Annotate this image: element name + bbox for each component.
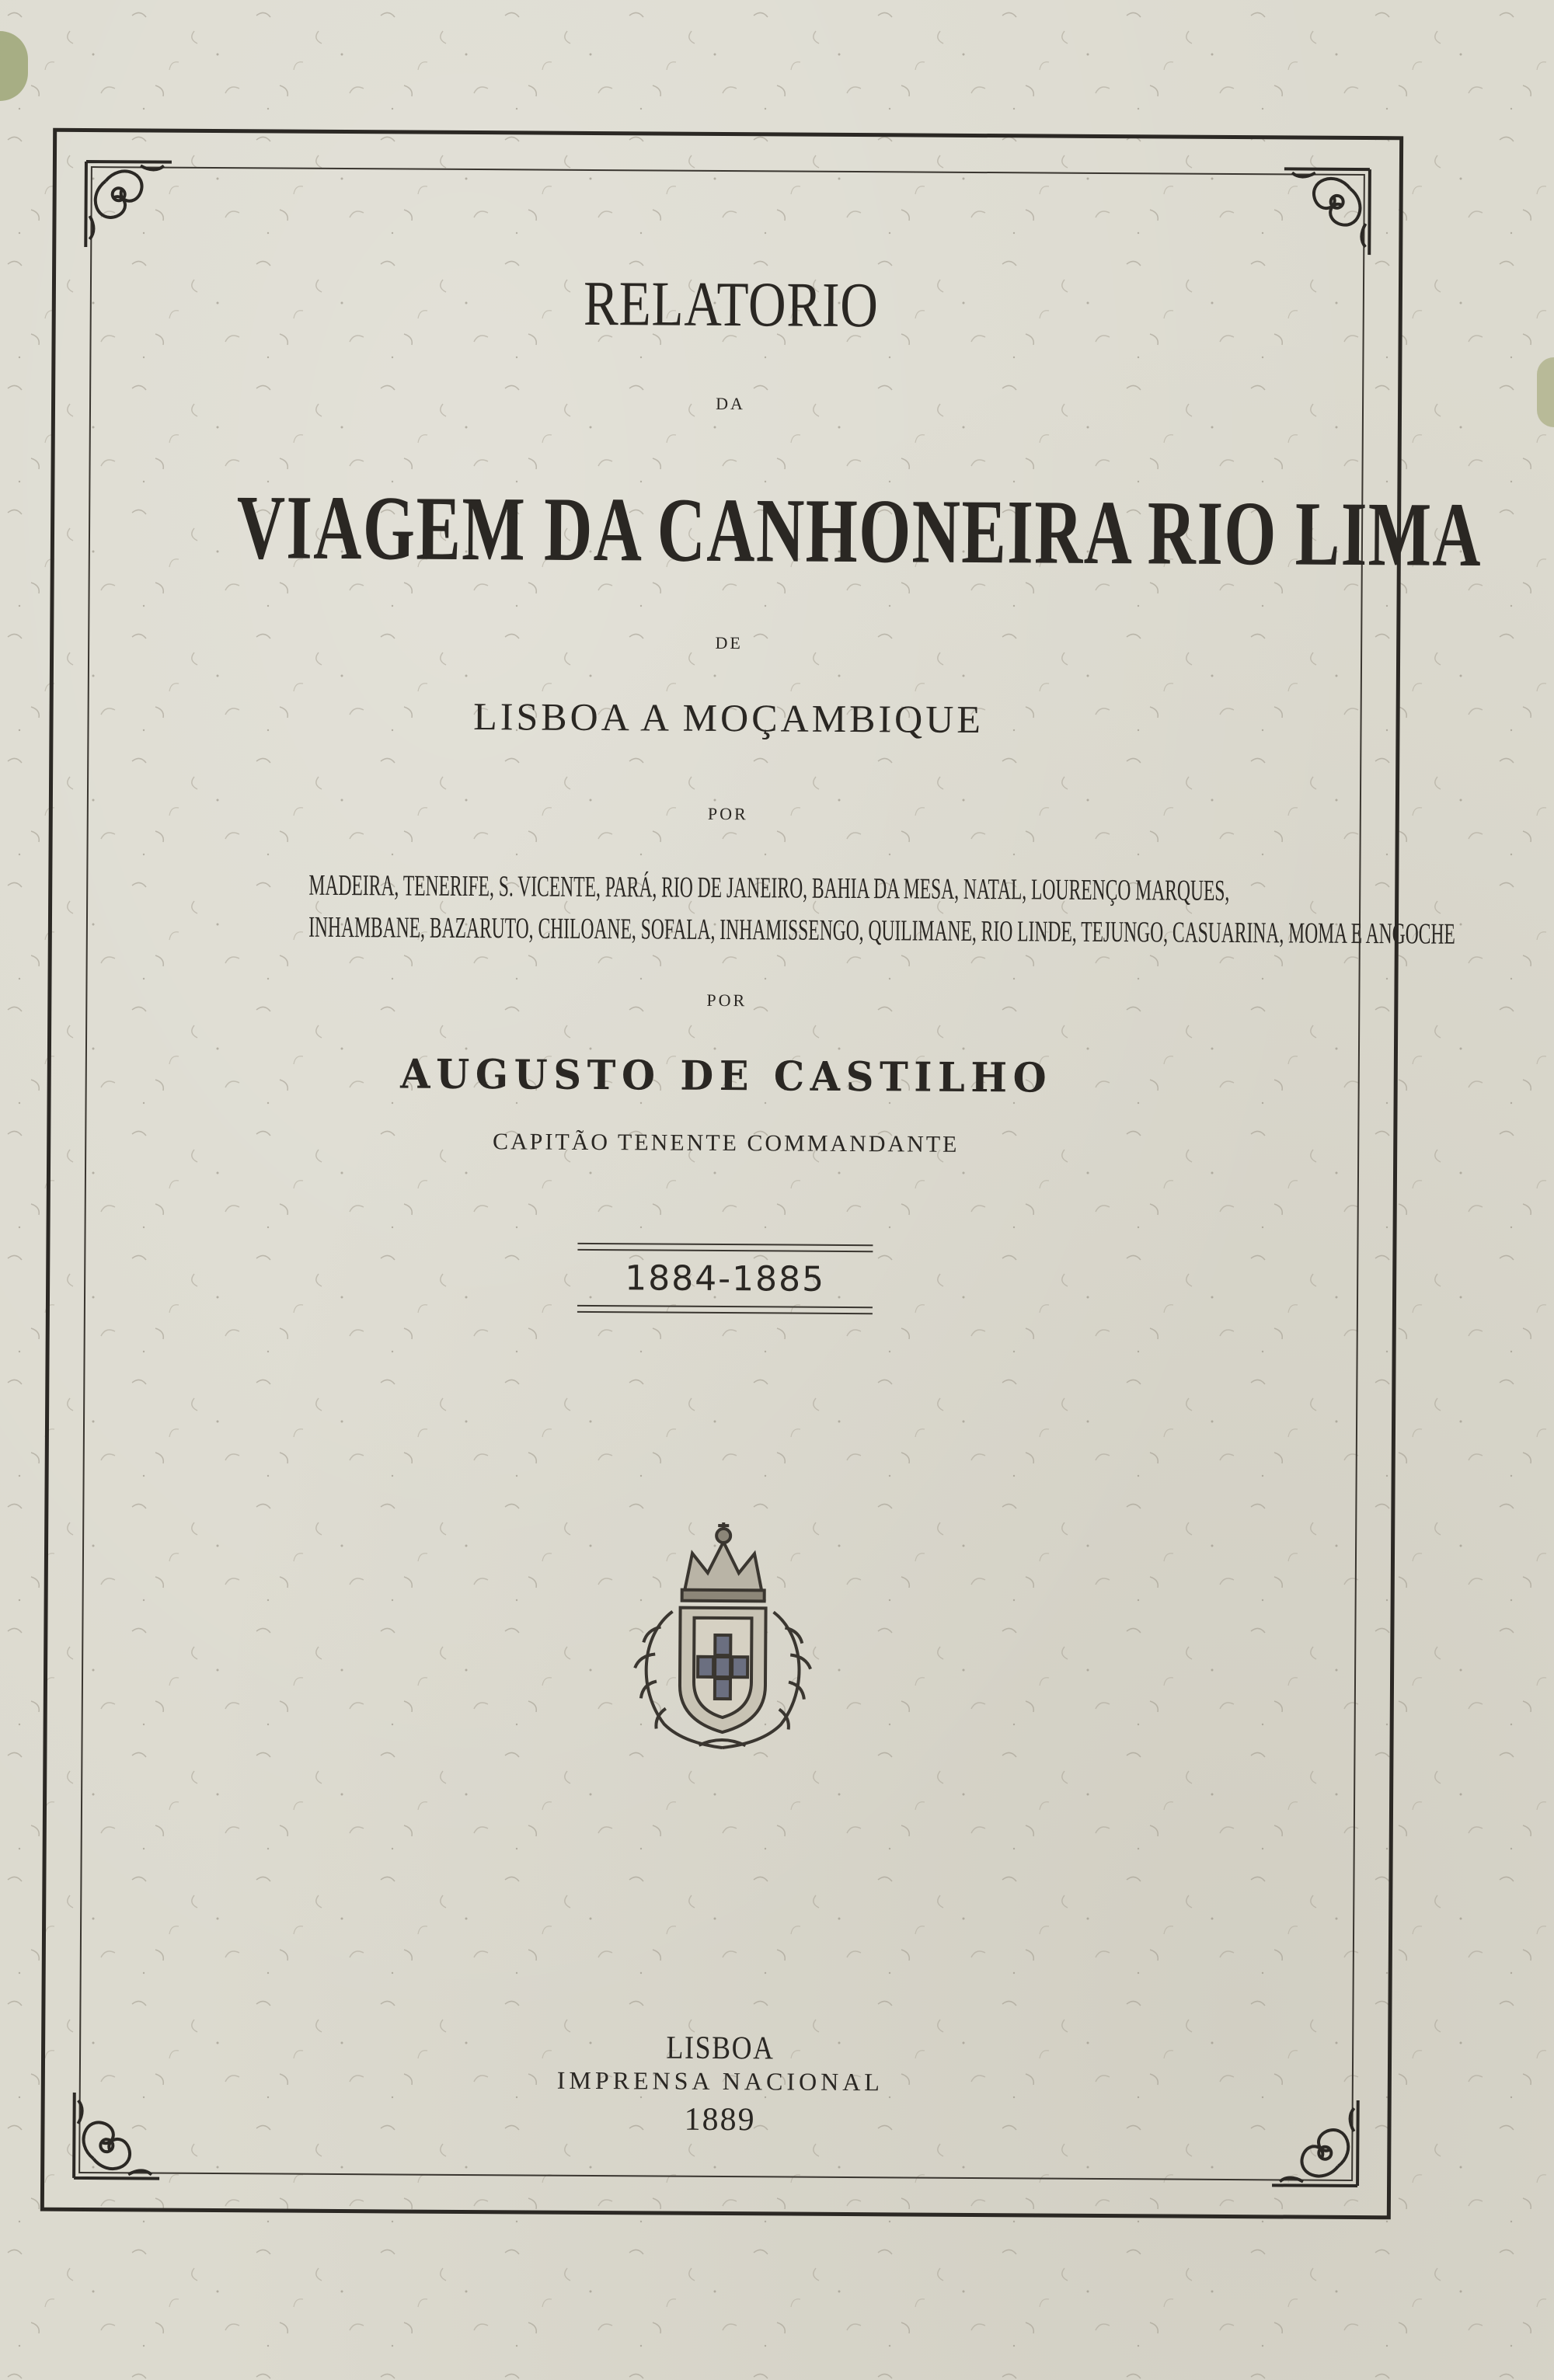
double-rule [577,1249,873,1252]
imprint-city: LISBOA [666,2030,775,2067]
route-title: LISBOA A MOÇAMBIQUE [473,694,984,742]
main-title: VIAGEM DA CANHONEIRA RIO LIMA [236,476,1483,586]
connector-da: DA [716,393,746,414]
connector-de: DE [715,632,743,653]
portuguese-royal-coat-of-arms-icon [617,1518,828,1760]
edge-stain [1537,357,1554,427]
author-rank: CAPITÃO TENENTE COMMANDANTE [492,1129,960,1157]
double-rule [577,1305,873,1308]
page-border [40,128,1483,2220]
fleuron-corner-icon [58,2077,176,2194]
places-line-2: INHAMBANE, BAZARUTO, CHILOANE, SOFALA, INHAMISSENGO, QUILIMANE, RIO LINDE, TEJUNGO, CASUARINA, MOMA E ANGOCHE [308,910,1456,951]
connector-por: POR [706,990,747,1011]
places-line-1: MADEIRA, TENERIFE, S. VICENTE, PARÁ, RIO DE JANEIRO, BAHIA DA MESA, NATAL, LOURENÇO MARQUES, [308,868,1230,907]
fleuron-corner-icon [70,146,187,263]
fleuron-corner-icon [1268,153,1385,270]
inner-border [78,166,1483,2181]
fleuron-corner-icon [1256,2084,1374,2201]
author-name: AUGUSTO DE CASTILHO [400,1050,1053,1102]
dates-block [577,1243,873,1314]
voyage-dates: 1884-1885 [625,1258,826,1300]
imprint-year: 1889 [684,2101,756,2138]
report-heading: RELATORIO [583,267,879,341]
connector-por: POR [707,803,748,824]
imprint-publisher: IMPRENSA NACIONAL [556,2065,884,2096]
